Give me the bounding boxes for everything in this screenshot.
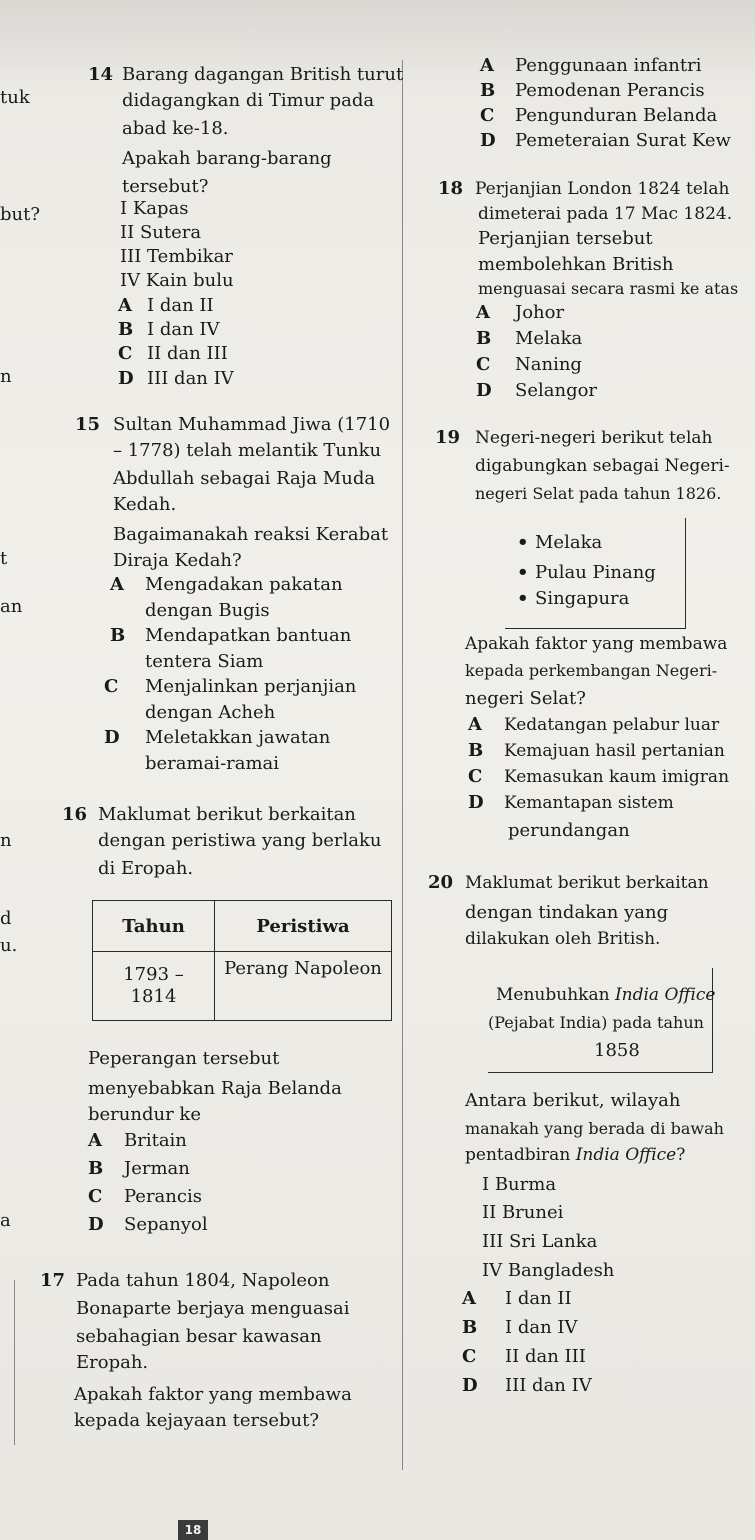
option-text[interactable]: tentera Siam [145, 651, 264, 672]
option-letter[interactable]: B [468, 740, 484, 761]
option-text[interactable]: Penggunaan infantri [515, 55, 702, 76]
question-text: Apakah faktor yang membawa [465, 634, 728, 654]
question-text: di Eropah. [98, 858, 194, 879]
margin-text: u. [0, 935, 18, 956]
option-text[interactable]: Naning [515, 354, 582, 375]
question-text: Diraja Kedah? [113, 550, 242, 571]
question-text-part: ? [676, 1145, 686, 1165]
item: I Burma [482, 1174, 557, 1195]
option-letter[interactable]: C [88, 1186, 103, 1207]
question-text: kepada perkembangan Negeri- [465, 661, 718, 680]
option-letter[interactable]: A [88, 1130, 102, 1151]
item: IV Bangladesh [482, 1260, 615, 1281]
margin-text: but? [0, 204, 40, 225]
question-text: Apakah barang-barang [122, 148, 332, 169]
option-letter[interactable]: A [468, 714, 482, 735]
margin-text: n [0, 830, 12, 851]
question-text: sebahagian besar kawasan [76, 1326, 322, 1347]
option-text[interactable]: I dan IV [505, 1317, 578, 1338]
question-text: Perjanjian London 1824 telah [475, 179, 730, 199]
info-line: 1858 [594, 1040, 640, 1061]
option-text[interactable]: Melaka [515, 328, 583, 349]
item: II Sutera [120, 222, 202, 243]
question-number: 16 [62, 804, 88, 825]
question-text: manakah yang berada di bawah [465, 1119, 724, 1138]
question-number: 14 [88, 64, 114, 85]
option-text[interactable]: Pemodenan Perancis [515, 80, 705, 101]
option-letter[interactable]: D [480, 130, 496, 151]
option-text[interactable]: Pengunduran Belanda [515, 105, 718, 126]
option-text[interactable]: Kemajuan hasil pertanian [504, 741, 725, 761]
item: II Brunei [482, 1202, 564, 1223]
option-letter[interactable]: D [468, 792, 484, 813]
year-start: 1793 – [123, 964, 184, 985]
question-text: Pada tahun 1804, Napoleon [76, 1270, 330, 1291]
question-text-italic: India Office [575, 1145, 677, 1165]
info-line [496, 984, 715, 1006]
question-number: 17 [40, 1270, 66, 1291]
question-text: abad ke-18. [122, 118, 229, 139]
question-text: Perjanjian tersebut [478, 228, 653, 249]
option-letter[interactable]: C [118, 343, 133, 364]
question-text: Eropah. [76, 1352, 149, 1373]
option-letter[interactable]: D [104, 727, 120, 748]
info-text: Menubuhkan [496, 985, 615, 1005]
option-text[interactable]: III dan IV [505, 1375, 592, 1396]
item: I Kapas [120, 198, 189, 219]
year-end: 1814 [130, 986, 177, 1007]
question-text: Kedah. [113, 494, 177, 515]
list-item: • Melaka [535, 532, 602, 554]
option-text[interactable]: Kemasukan kaum imigran [504, 767, 730, 787]
info-line: (Pejabat India) pada tahun [488, 1013, 704, 1032]
question-number: 20 [428, 872, 454, 893]
option-letter[interactable]: D [88, 1214, 104, 1235]
question-text: berundur ke [88, 1104, 201, 1125]
option-letter[interactable]: B [462, 1317, 478, 1338]
option-letter[interactable]: A [118, 295, 132, 316]
question-number: 18 [438, 178, 464, 199]
question-text: Negeri-negeri berikut telah [475, 428, 713, 448]
option-text[interactable]: beramai-ramai [145, 753, 280, 774]
question-number: 19 [435, 427, 461, 448]
option-text[interactable]: Mendapatkan bantuan [145, 625, 352, 646]
option-text[interactable]: Sepanyol [124, 1214, 208, 1235]
option-text[interactable]: Menjalinkan perjanjian [145, 676, 357, 697]
option-text[interactable]: II dan III [505, 1346, 586, 1367]
events-table [92, 900, 392, 1021]
option-letter[interactable]: C [462, 1346, 477, 1367]
question-text: dengan tindakan yang [465, 902, 669, 923]
option-letter[interactable]: B [480, 80, 496, 101]
table-cell-year [93, 952, 215, 1021]
item: IV Kain bulu [120, 270, 234, 291]
table-header: Peristiwa [215, 901, 392, 952]
option-text[interactable]: dengan Acheh [145, 702, 276, 723]
question-text: tersebut? [122, 176, 209, 197]
item: III Tembikar [120, 246, 233, 267]
question-text: dimeterai pada 17 Mac 1824. [478, 204, 733, 224]
question-text: Sultan Muhammad Jiwa (1710 [113, 414, 391, 435]
option-text[interactable]: Kedatangan pelabur luar [504, 715, 720, 735]
option-text[interactable]: Johor [515, 302, 565, 323]
question-text: menguasai secara rasmi ke atas [478, 279, 739, 298]
question-text: Abdullah sebagai Raja Muda [113, 468, 376, 489]
question-text: Maklumat berikut berkaitan [465, 873, 709, 893]
page-number: 18 [178, 1520, 208, 1540]
option-text[interactable]: III dan IV [147, 368, 234, 389]
option-text[interactable]: perundangan [508, 820, 630, 841]
option-letter[interactable]: D [476, 380, 492, 401]
question-text: dilakukan oleh British. [465, 929, 661, 949]
question-text: digabungkan sebagai Negeri- [475, 456, 730, 476]
question-text: membolehkan British [478, 254, 674, 275]
question-text: Bonaparte berjaya menguasai [76, 1298, 350, 1319]
question-text: Maklumat berikut berkaitan [98, 804, 356, 825]
option-letter[interactable]: C [104, 676, 119, 697]
question-number: 15 [75, 414, 101, 435]
list-item: • Pulau Pinang [535, 562, 656, 584]
question-text: Bagaimanakah reaksi Kerabat [113, 524, 389, 545]
option-text[interactable]: I dan II [505, 1288, 572, 1309]
question-text: Apakah faktor yang membawa [74, 1384, 352, 1405]
option-letter[interactable]: D [462, 1375, 478, 1396]
option-text[interactable]: I dan IV [147, 319, 220, 340]
option-letter[interactable]: B [118, 319, 134, 340]
question-text: – 1778) telah melantik Tunku [113, 440, 382, 461]
option-text[interactable]: Pemeteraian Surat Kew [515, 130, 731, 151]
question-text: negeri Selat pada tahun 1826. [475, 484, 722, 503]
option-letter[interactable]: A [480, 55, 494, 76]
question-text: menyebabkan Raja Belanda [88, 1078, 342, 1099]
info-text-italic: India Office [614, 985, 716, 1005]
item: III Sri Lanka [482, 1231, 598, 1252]
column-divider [402, 60, 403, 1470]
option-letter[interactable]: A [462, 1288, 476, 1309]
option-text[interactable]: II dan III [147, 343, 228, 364]
table-header: Tahun [93, 901, 215, 952]
option-letter[interactable]: D [118, 368, 134, 389]
option-text[interactable]: dengan Bugis [145, 600, 270, 621]
option-letter[interactable]: B [110, 625, 126, 646]
margin-rule [14, 1280, 15, 1445]
question-text: Antara berikut, wilayah [465, 1090, 681, 1111]
list-item: • Singapura [535, 588, 629, 610]
question-text: dengan peristiwa yang berlaku [98, 830, 382, 851]
option-letter[interactable]: C [468, 766, 483, 787]
margin-text: tuk [0, 87, 30, 108]
table-cell-event: Perang Napoleon [215, 952, 392, 1021]
question-text [465, 1144, 685, 1166]
question-text: Peperangan tersebut [88, 1048, 280, 1069]
question-text: Barang dagangan British turut [122, 64, 404, 85]
option-text[interactable]: Jerman [124, 1158, 190, 1179]
option-text[interactable]: Selangor [515, 380, 598, 401]
option-letter[interactable]: C [480, 105, 495, 126]
margin-text: a [0, 1210, 11, 1231]
margin-text: n [0, 366, 12, 387]
option-text[interactable]: I dan II [147, 295, 214, 316]
option-letter[interactable]: A [110, 574, 124, 595]
option-text[interactable]: Kemantapan sistem [504, 793, 674, 813]
option-text[interactable]: Mengadakan pakatan [145, 574, 343, 595]
option-letter[interactable]: C [476, 354, 491, 375]
margin-text: an [0, 596, 23, 617]
option-text[interactable]: Britain [124, 1130, 187, 1151]
option-letter[interactable]: B [476, 328, 492, 349]
option-letter[interactable]: A [476, 302, 490, 323]
option-text[interactable]: Perancis [124, 1186, 202, 1207]
margin-text: t [0, 548, 8, 569]
question-text: negeri Selat? [465, 688, 586, 709]
option-letter[interactable]: B [88, 1158, 104, 1179]
question-text: didagangkan di Timur pada [122, 90, 375, 111]
option-text[interactable]: Meletakkan jawatan [145, 727, 331, 748]
question-text-part: pentadbiran [465, 1145, 576, 1165]
table-row [93, 952, 392, 1021]
question-text: kepada kejayaan tersebut? [74, 1410, 319, 1431]
margin-text: d [0, 908, 12, 929]
